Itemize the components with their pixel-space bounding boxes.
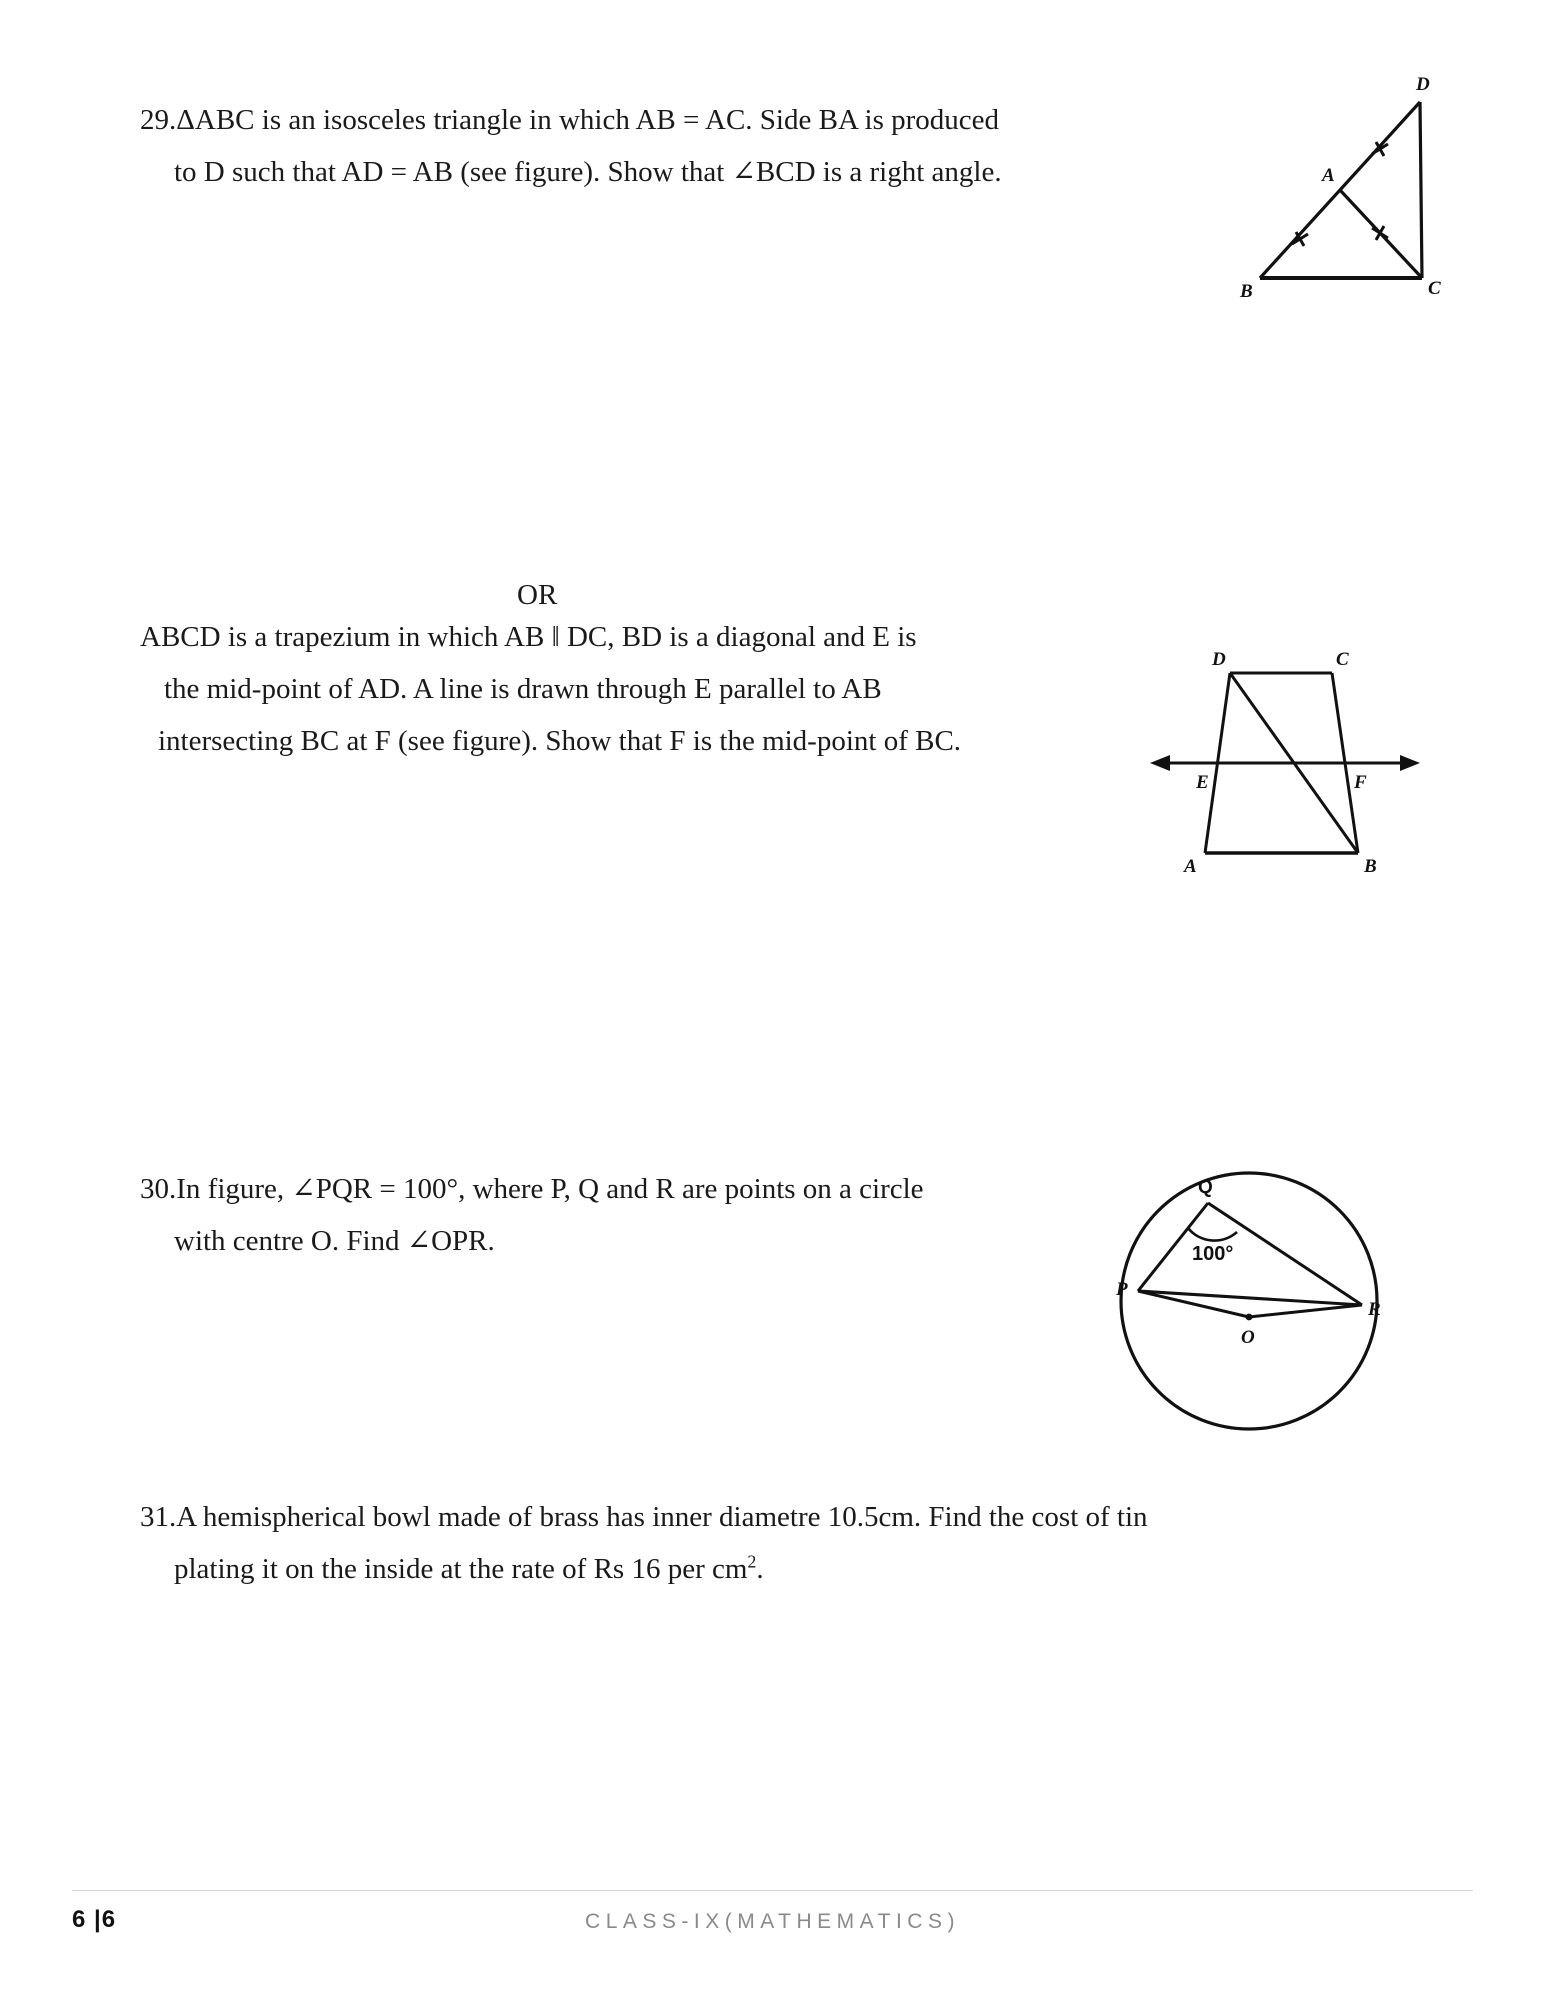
question-30-line-1 [140, 1163, 1140, 1215]
label-a: A [1322, 165, 1335, 186]
alternate-line-3: intersecting BC at F (see figure). Show that F is the mid-point of BC. [158, 725, 962, 757]
figure-question-30 [1110, 1155, 1400, 1445]
footer-page-number: 6 |6 [72, 1906, 117, 1933]
trapezium-figure-svg [1140, 645, 1440, 875]
question-31-exponent: 2 [747, 1551, 757, 1572]
question-30 [140, 1163, 1140, 1267]
label-d: D [1212, 649, 1226, 670]
label-c: C [1428, 278, 1441, 299]
or-separator: OR [517, 579, 558, 611]
question-31-number: 31. [140, 1501, 177, 1533]
question-30-text-1: In figure, ∠PQR = 100°, where P, Q and R are points on a circle [176, 1173, 924, 1205]
label-e: E [1196, 772, 1209, 793]
arrow-left-icon [1150, 755, 1170, 771]
label-f: F [1354, 772, 1367, 793]
question-29-number: 29. [140, 104, 177, 136]
alternate-line-1: ABCD is a trapezium in which AB ‖ DC, BD is a diagonal and E is [140, 621, 917, 653]
figure-question-29 [1230, 50, 1460, 300]
question-31-text-2a: plating it on the inside at the rate of Rs 16 per cm [174, 1553, 748, 1585]
label-o: O [1241, 1327, 1255, 1348]
segment-dc [1420, 102, 1422, 278]
question-31-text-2b: . [756, 1553, 764, 1585]
label-d: D [1416, 74, 1430, 95]
label-b: B [1364, 856, 1377, 877]
question-29-line-1 [140, 94, 1200, 146]
footer-class-label: CLASS-IX(MATHEMATICS) [585, 1910, 960, 1933]
question-29-alternate [140, 611, 1220, 767]
label-c: C [1336, 649, 1349, 670]
question-31-text-1: A hemispherical bowl made of brass has inner diametre 10.5cm. Find the cost of tin [176, 1501, 1148, 1533]
label-r: R [1368, 1299, 1381, 1320]
label-p: P [1116, 1279, 1128, 1300]
footer-divider [72, 1890, 1473, 1891]
question-31 [140, 1491, 1460, 1595]
question-29-text-1: ΔABC is an isosceles triangle in which AB = AC. Side BA is produced [176, 104, 1000, 136]
question-29-line-2: to D such that AD = AB (see figure). Show that ∠BCD is a right angle. [174, 156, 1002, 188]
circle-outline [1121, 1173, 1377, 1429]
figure-question-29-alternate [1140, 645, 1440, 875]
angle-value-label: 100° [1192, 1243, 1234, 1265]
angle-arc-q [1188, 1228, 1237, 1241]
label-a: A [1184, 856, 1197, 877]
label-q: Q [1198, 1177, 1213, 1198]
question-30-line-2: with centre O. Find ∠OPR. [174, 1225, 495, 1257]
circle-figure-svg [1110, 1155, 1400, 1445]
alternate-line-2: the mid-point of AD. A line is drawn through E parallel to AB [164, 673, 882, 705]
radius-or [1249, 1305, 1362, 1317]
centre-point-o [1246, 1314, 1253, 1321]
triangle-figure-svg [1230, 50, 1460, 300]
label-b: B [1240, 281, 1253, 302]
question-31-line-1 [140, 1491, 1460, 1543]
arrow-right-icon [1400, 755, 1420, 771]
page-footer [72, 1900, 1473, 1948]
question-31-line-2 [140, 1543, 1460, 1595]
question-29 [140, 94, 1200, 198]
question-30-number: 30. [140, 1173, 177, 1205]
